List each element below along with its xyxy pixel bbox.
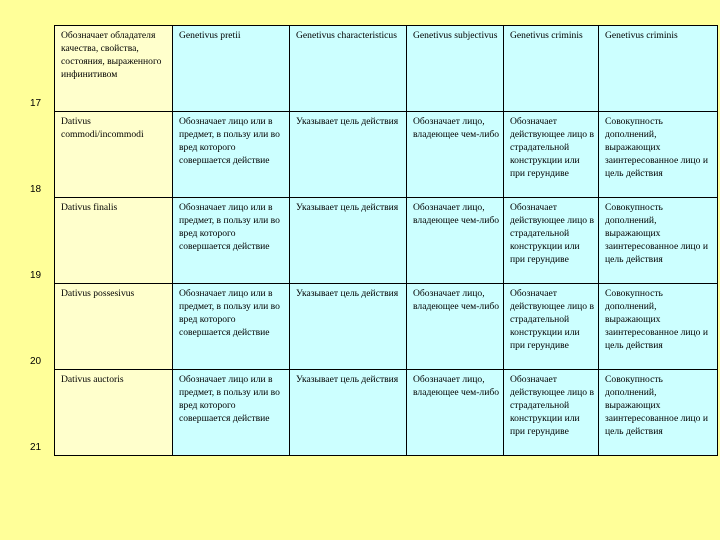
table-cell: Обозначает лицо, владеющее чем-либо: [407, 284, 504, 370]
table-cell: Обозначает лицо, владеющее чем-либо: [407, 370, 504, 456]
table-cell: Обозначает лицо или в предмет, в пользу или во вред которого совершается действие: [173, 284, 290, 370]
table-cell: Обозначает лицо или в предмет, в пользу или во вред которого совершается действие: [173, 112, 290, 198]
table-cell: Обозначает лицо или в предмет, в пользу или во вред которого совершается действие: [173, 198, 290, 284]
row-number: 17: [30, 98, 42, 109]
grammar-table: [54, 25, 718, 456]
table-cell: Dativus finalis: [55, 198, 173, 284]
table-cell: Genetivus characteristicus: [290, 26, 407, 112]
row-number: 19: [30, 270, 42, 281]
table-row: [55, 284, 718, 370]
table-cell: Совокупность дополнений, выражающих заинтересованное лицо и цель действия: [599, 370, 718, 456]
table-cell: Genetivus criminis: [599, 26, 718, 112]
row-number: 21: [30, 442, 42, 453]
table-cell: Обозначает действующее лицо в страдательной конструкции или при герундиве: [504, 284, 599, 370]
table-cell: Dativus commodi/incommodi: [55, 112, 173, 198]
row-number: 18: [30, 184, 42, 195]
table-row: [55, 370, 718, 456]
row-number: 20: [30, 356, 42, 367]
table-cell: Genetivus pretii: [173, 26, 290, 112]
table-cell: Указывает цель действия: [290, 370, 407, 456]
table-cell: Dativus auctoris: [55, 370, 173, 456]
table-cell: Указывает цель действия: [290, 198, 407, 284]
table-row: [55, 198, 718, 284]
table-cell: Обозначает лицо, владеющее чем-либо: [407, 112, 504, 198]
table-cell: Указывает цель действия: [290, 112, 407, 198]
table-row: [55, 112, 718, 198]
table-cell: Совокупность дополнений, выражающих заинтересованное лицо и цель действия: [599, 198, 718, 284]
row-number-column: [0, 0, 54, 540]
table-cell: Обозначает действующее лицо в страдательной конструкции или при герундиве: [504, 112, 599, 198]
table-cell: Обозначает действующее лицо в страдательной конструкции или при герундиве: [504, 370, 599, 456]
table-cell: Dativus possesivus: [55, 284, 173, 370]
table-cell: Совокупность дополнений, выражающих заинтересованное лицо и цель действия: [599, 284, 718, 370]
table-cell: Обозначает обладателя качества, свойства, состояния, выраженного инфинитивом: [55, 26, 173, 112]
table-cell: Genetivus subjectivus: [407, 26, 504, 112]
table-cell: Genetivus criminis: [504, 26, 599, 112]
table-cell: Совокупность дополнений, выражающих заинтересованное лицо и цель действия: [599, 112, 718, 198]
table-cell: Указывает цель действия: [290, 284, 407, 370]
table-cell: Обозначает лицо, владеющее чем-либо: [407, 198, 504, 284]
table-cell: Обозначает действующее лицо в страдательной конструкции или при герундиве: [504, 198, 599, 284]
table-cell: Обозначает лицо или в предмет, в пользу или во вред которого совершается действие: [173, 370, 290, 456]
table-row: [55, 26, 718, 112]
